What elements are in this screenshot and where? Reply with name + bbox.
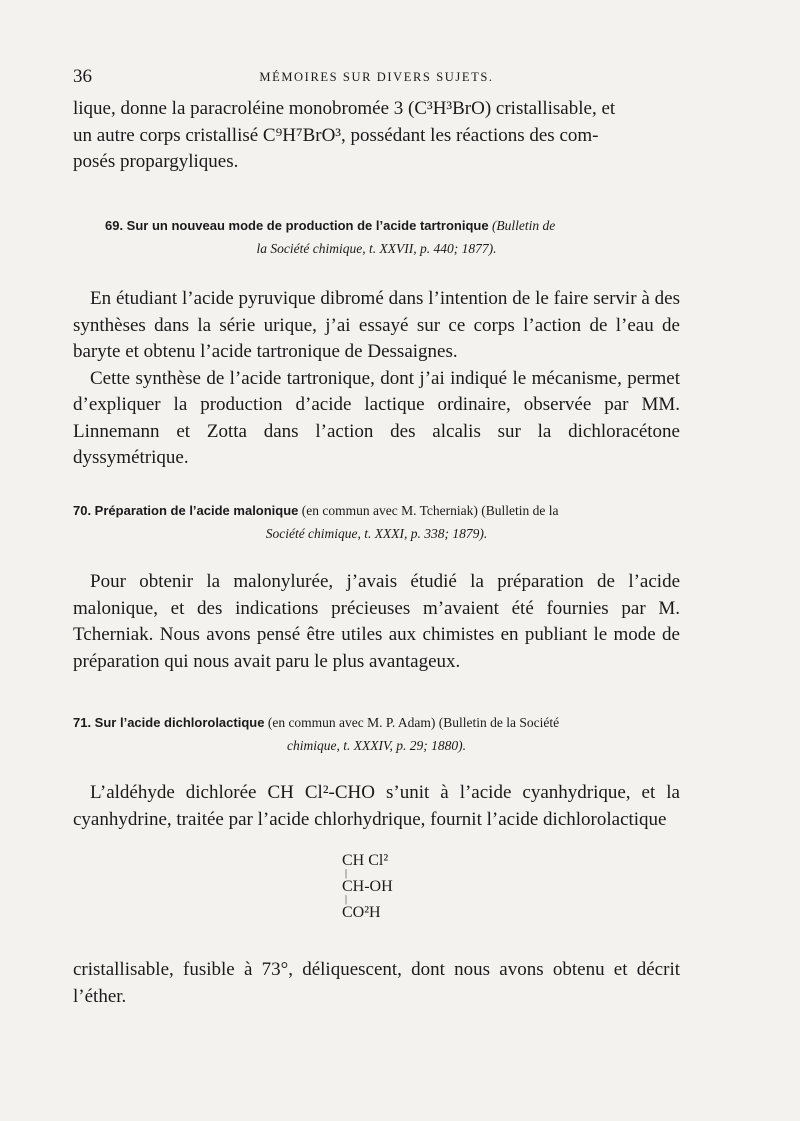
section-70-rest: (en commun avec M. Tcherniak) (Bulletin de la [298, 503, 559, 518]
formula-line-2: CH-OH [342, 878, 393, 895]
formula-line-3: CO²H [342, 904, 381, 921]
section-71-ref: chimique, t. XXXIV, p. 29; 1880). [287, 738, 466, 753]
section-70-body [73, 569, 680, 675]
section-70-title [73, 499, 680, 545]
intro-line-3: posés propargyliques. [73, 151, 239, 172]
formula-bond-1: | [345, 868, 348, 879]
section-69-body [73, 286, 680, 472]
formula-line-1: CH Cl² [342, 852, 389, 869]
section-71-lead: 71. Sur l’acide dichlorolactique [73, 715, 265, 730]
running-head: MÉMOIRES SUR DIVERS SUJETS. [259, 70, 494, 84]
paragraph-69b: Cette synthèse de l’acide tartronique, dont j’ai indiqué le mécanisme, permet d’expliquer la production d’acide lactique ordinaire, observée par MM. Linnemann et Zotta dans l’action des alcalis sur la dichloracétone dyssymétrique. [73, 367, 680, 468]
intro-paragraph [73, 96, 680, 176]
paragraph-70: Pour obtenir la malonylurée, j’avais étudié la préparation de l’acide malonique, et des indications précieuses m’avaient été fournies par M. Tcherniak. Nous avons pensé être utiles aux chimistes en publiant le mode de préparation qui nous avait paru le plus avantageux. [73, 571, 680, 672]
page-number: 36 [73, 66, 92, 87]
paragraph-71b: cristallisable, fusible à 73°, déliquescent, dont nous avons obtenu et décrit l’éther. [73, 959, 680, 1007]
section-71-title [73, 711, 680, 757]
section-71-rest: (en commun avec M. P. Adam) (Bulletin de la Société [264, 715, 560, 730]
chemical-formula [342, 852, 393, 921]
section-69-lead: 69. Sur un nouveau mode de production de l’acide tartronique [105, 218, 489, 233]
section-69-ref: la Société chimique, t. XXVII, p. 440; 1877). [256, 241, 497, 256]
formula-bond-2: | [345, 894, 348, 905]
section-70-ref: Société chimique, t. XXXI, p. 338; 1879). [265, 526, 488, 541]
intro-line-2: un autre corps cristallisé C⁹H⁷BrO³, possédant les réactions des com- [73, 124, 599, 146]
section-71-body [73, 780, 680, 833]
intro-line-1: lique, donne la paracroléine monobromée 3 (C³H³BrO) cristallisable, et [73, 98, 616, 119]
section-70-lead: 70. Préparation de l’acide malonique [73, 503, 299, 518]
paragraph-71: L’aldéhyde dichlorée CH Cl²-CHO s’unit à l’acide cyanhydrique, et la cyanhydrine, traitée par l’acide chlorhydrique, fournit l’acide dichlorolactique [73, 782, 680, 830]
section-69-ref-open: (Bulletin de [488, 218, 556, 233]
page-header [73, 66, 680, 90]
section-69-title [73, 214, 680, 260]
paragraph-69a: En étudiant l’acide pyruvique dibromé dans l’intention de le faire servir à des synthèses dans la série urique, j’ai essayé sur ce corps l’action de l’eau de baryte et obtenu l’acide tartronique de Dessaignes. [73, 288, 680, 362]
section-71-body-cont [73, 957, 680, 1010]
